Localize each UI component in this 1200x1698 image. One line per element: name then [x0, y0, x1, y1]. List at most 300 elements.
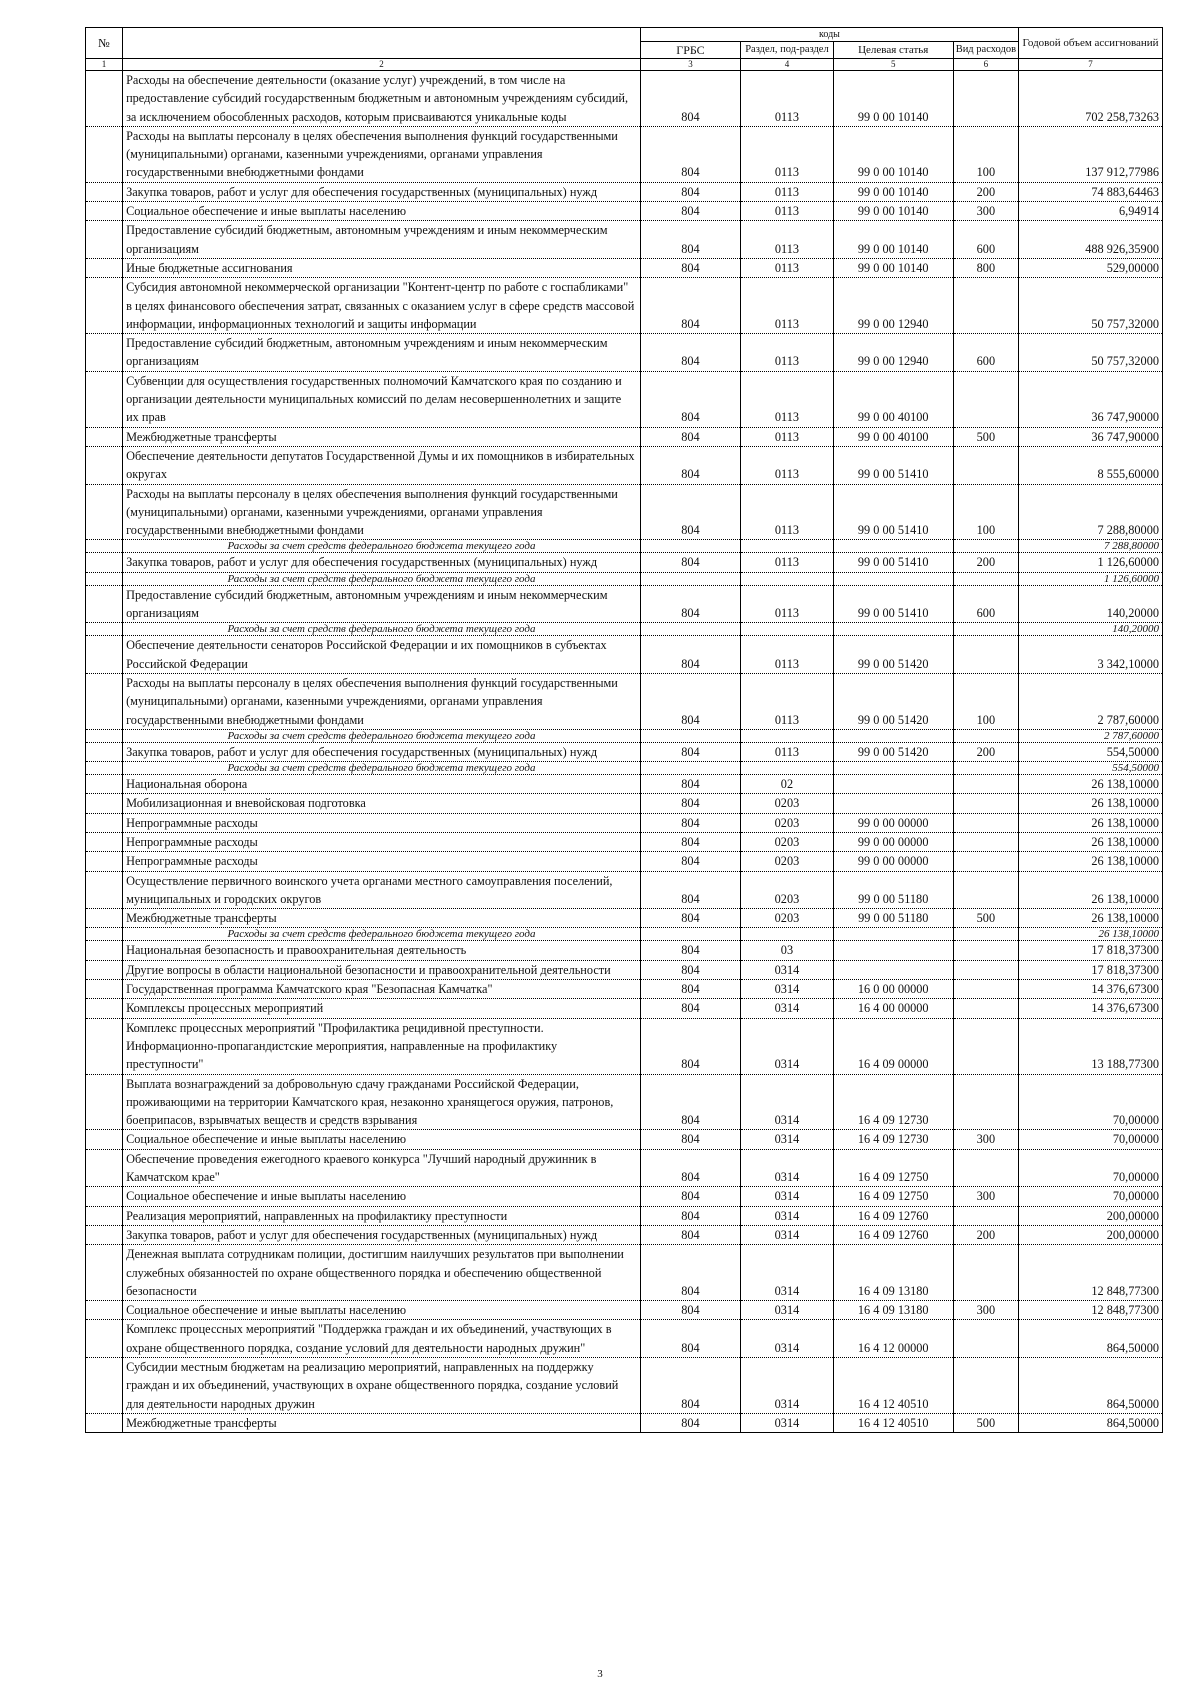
- razdel-cell: 0113: [741, 182, 834, 201]
- federal-funds-row: [86, 762, 1163, 775]
- expense-name: Непрограммные расходы: [123, 852, 641, 871]
- table-row: [86, 941, 1163, 960]
- expense-name: Расходы за счет средств федерального бюджета текущего года: [123, 623, 641, 636]
- expense-name: Закупка товаров, работ и услуг для обеспечения государственных (муниципальных) нужд: [123, 742, 641, 761]
- razdel-cell: 0203: [741, 852, 834, 871]
- target-cell: 99 0 00 00000: [833, 813, 953, 832]
- expense-type-cell: 300: [953, 1130, 1018, 1149]
- grbs-cell: 804: [640, 1187, 740, 1206]
- razdel-cell: 0314: [741, 1225, 834, 1244]
- table-row: [86, 427, 1163, 446]
- num-cell: [86, 1018, 123, 1074]
- target-cell: 99 0 00 51180: [833, 871, 953, 909]
- table-body: [86, 71, 1163, 1433]
- expense-type-cell: 300: [953, 1187, 1018, 1206]
- razdel-cell: 0314: [741, 1358, 834, 1414]
- expense-type-cell: [953, 623, 1018, 636]
- amount-cell: 137 912,77986: [1019, 126, 1163, 182]
- expense-type-cell: 600: [953, 221, 1018, 259]
- grbs-cell: [640, 729, 740, 742]
- expense-type-cell: [953, 729, 1018, 742]
- target-cell: 99 0 00 51410: [833, 446, 953, 484]
- amount-cell: 554,50000: [1019, 762, 1163, 775]
- table-row: [86, 71, 1163, 127]
- table-row: [86, 673, 1163, 729]
- table-row: [86, 980, 1163, 999]
- grbs-cell: 804: [640, 813, 740, 832]
- expense-name: Национальная оборона: [123, 775, 641, 794]
- num-cell: [86, 813, 123, 832]
- razdel-cell: 03: [741, 941, 834, 960]
- num-cell: [86, 1301, 123, 1320]
- federal-funds-row: [86, 928, 1163, 941]
- amount-cell: 50 757,32000: [1019, 334, 1163, 372]
- expense-type-cell: 100: [953, 126, 1018, 182]
- amount-cell: 26 138,10000: [1019, 928, 1163, 941]
- expense-name: Социальное обеспечение и иные выплаты населению: [123, 1187, 641, 1206]
- expense-name: Национальная безопасность и правоохранительная деятельность: [123, 941, 641, 960]
- num-cell: [86, 278, 123, 334]
- expense-name: Комплекс процессных мероприятий "Поддержка граждан и их объединений, участвующих в охране общественного порядка, создание условий для деятельности народных дружин": [123, 1320, 641, 1358]
- amount-cell: 70,00000: [1019, 1130, 1163, 1149]
- expense-type-cell: [953, 832, 1018, 851]
- grbs-cell: 804: [640, 126, 740, 182]
- target-cell: 16 4 09 12730: [833, 1074, 953, 1130]
- amount-cell: 554,50000: [1019, 742, 1163, 761]
- expense-type-cell: [953, 980, 1018, 999]
- num-cell: [86, 636, 123, 674]
- table-row: [86, 1018, 1163, 1074]
- target-cell: 16 4 09 00000: [833, 1018, 953, 1074]
- expense-name: Закупка товаров, работ и услуг для обеспечения государственных (муниципальных) нужд: [123, 553, 641, 572]
- num-cell: [86, 427, 123, 446]
- amount-cell: 12 848,77300: [1019, 1301, 1163, 1320]
- target-cell: 99 0 00 40100: [833, 427, 953, 446]
- amount-cell: 26 138,10000: [1019, 794, 1163, 813]
- expense-name: Субвенции для осуществления государственных полномочий Камчатского края по созданию и организации деятельности муниципальных комиссий по делам несовершеннолетних и защите их прав: [123, 371, 641, 427]
- colnum: 2: [123, 59, 641, 71]
- grbs-cell: 804: [640, 852, 740, 871]
- column-numbers-row: [86, 59, 1163, 71]
- target-cell: 16 4 00 00000: [833, 999, 953, 1018]
- expense-name: Обеспечение деятельности сенаторов Российской Федерации и их помощников в субъектах Российской Федерации: [123, 636, 641, 674]
- amount-cell: 2 787,60000: [1019, 729, 1163, 742]
- grbs-cell: 804: [640, 636, 740, 674]
- grbs-cell: 804: [640, 71, 740, 127]
- expense-name: Непрограммные расходы: [123, 813, 641, 832]
- target-cell: 99 0 00 40100: [833, 371, 953, 427]
- federal-funds-row: [86, 572, 1163, 585]
- target-cell: 99 0 00 51420: [833, 636, 953, 674]
- table-row: [86, 1245, 1163, 1301]
- grbs-cell: 804: [640, 1149, 740, 1187]
- razdel-cell: 0314: [741, 999, 834, 1018]
- expense-name: Предоставление субсидий бюджетным, автономным учреждениям и иным некоммерческим организациям: [123, 585, 641, 623]
- target-cell: 16 4 09 12730: [833, 1130, 953, 1149]
- target-cell: [833, 794, 953, 813]
- grbs-cell: 804: [640, 909, 740, 928]
- amount-cell: 2 787,60000: [1019, 673, 1163, 729]
- expense-type-cell: [953, 852, 1018, 871]
- amount-cell: 70,00000: [1019, 1187, 1163, 1206]
- expense-type-cell: [953, 1320, 1018, 1358]
- table-row: [86, 278, 1163, 334]
- num-cell: [86, 1187, 123, 1206]
- razdel-cell: 0314: [741, 1320, 834, 1358]
- expense-type-cell: 200: [953, 742, 1018, 761]
- razdel-cell: 0314: [741, 1149, 834, 1187]
- amount-cell: 1 126,60000: [1019, 553, 1163, 572]
- grbs-cell: 804: [640, 221, 740, 259]
- budget-table: [85, 27, 1163, 1433]
- num-cell: [86, 673, 123, 729]
- razdel-cell: 0113: [741, 71, 834, 127]
- razdel-cell: 0314: [741, 1074, 834, 1130]
- grbs-cell: [640, 540, 740, 553]
- num-cell: [86, 484, 123, 540]
- grbs-cell: 804: [640, 1245, 740, 1301]
- grbs-cell: 804: [640, 941, 740, 960]
- razdel-cell: 0113: [741, 221, 834, 259]
- target-cell: 99 0 00 51410: [833, 553, 953, 572]
- expense-type-cell: [953, 1206, 1018, 1225]
- amount-cell: 529,00000: [1019, 258, 1163, 277]
- razdel-cell: 0113: [741, 742, 834, 761]
- table-row: [86, 585, 1163, 623]
- expense-type-cell: [953, 1018, 1018, 1074]
- expense-type-cell: [953, 572, 1018, 585]
- expense-name: Расходы за счет средств федерального бюджета текущего года: [123, 928, 641, 941]
- amount-cell: 8 555,60000: [1019, 446, 1163, 484]
- amount-cell: 6,94914: [1019, 202, 1163, 221]
- grbs-cell: 804: [640, 775, 740, 794]
- table-row: [86, 182, 1163, 201]
- grbs-cell: 804: [640, 1225, 740, 1244]
- target-cell: [833, 960, 953, 979]
- expense-type-cell: [953, 960, 1018, 979]
- target-cell: 99 0 00 51420: [833, 742, 953, 761]
- expense-type-cell: [953, 1245, 1018, 1301]
- grbs-cell: 804: [640, 673, 740, 729]
- num-cell: [86, 1358, 123, 1414]
- grbs-cell: 804: [640, 427, 740, 446]
- num-cell: [86, 1413, 123, 1432]
- num-cell: [86, 832, 123, 851]
- grbs-cell: 804: [640, 182, 740, 201]
- table-row: [86, 446, 1163, 484]
- target-cell: [833, 762, 953, 775]
- grbs-cell: 804: [640, 446, 740, 484]
- table-row: [86, 775, 1163, 794]
- expense-name: Межбюджетные трансферты: [123, 909, 641, 928]
- expense-type-cell: [953, 871, 1018, 909]
- num-cell: [86, 1074, 123, 1130]
- page-number: 3: [597, 1668, 603, 1680]
- grbs-cell: 804: [640, 585, 740, 623]
- target-cell: [833, 572, 953, 585]
- table-header: [86, 28, 1163, 71]
- grbs-cell: 804: [640, 202, 740, 221]
- grbs-cell: 804: [640, 871, 740, 909]
- expense-name: Осуществление первичного воинского учета органами местного самоуправления поселений, муниципальных и городских округов: [123, 871, 641, 909]
- num-cell: [86, 1130, 123, 1149]
- razdel-cell: 0203: [741, 832, 834, 851]
- expense-type-cell: [953, 762, 1018, 775]
- grbs-cell: 804: [640, 980, 740, 999]
- table-row: [86, 742, 1163, 761]
- target-cell: 16 4 09 12750: [833, 1187, 953, 1206]
- num-cell: [86, 729, 123, 742]
- num-cell: [86, 794, 123, 813]
- amount-cell: 14 376,67300: [1019, 980, 1163, 999]
- amount-cell: 1 126,60000: [1019, 572, 1163, 585]
- amount-cell: 26 138,10000: [1019, 852, 1163, 871]
- header-codes: коды: [640, 28, 1018, 42]
- razdel-cell: 0113: [741, 673, 834, 729]
- expense-type-cell: 300: [953, 1301, 1018, 1320]
- razdel-cell: 0314: [741, 1130, 834, 1149]
- num-cell: [86, 71, 123, 127]
- amount-cell: 70,00000: [1019, 1149, 1163, 1187]
- razdel-cell: 0113: [741, 278, 834, 334]
- num-cell: [86, 1245, 123, 1301]
- colnum: 1: [86, 59, 123, 71]
- expense-name: Социальное обеспечение и иные выплаты населению: [123, 202, 641, 221]
- grbs-cell: 804: [640, 1358, 740, 1414]
- razdel-cell: 0314: [741, 960, 834, 979]
- razdel-cell: [741, 729, 834, 742]
- razdel-cell: [741, 540, 834, 553]
- num-cell: [86, 1149, 123, 1187]
- razdel-cell: 0113: [741, 202, 834, 221]
- table-row: [86, 1358, 1163, 1414]
- amount-cell: 26 138,10000: [1019, 775, 1163, 794]
- amount-cell: 36 747,90000: [1019, 427, 1163, 446]
- razdel-cell: 0314: [741, 1018, 834, 1074]
- target-cell: 16 4 09 13180: [833, 1245, 953, 1301]
- num-cell: [86, 742, 123, 761]
- expense-type-cell: 800: [953, 258, 1018, 277]
- table-row: [86, 794, 1163, 813]
- expense-type-cell: 600: [953, 585, 1018, 623]
- expense-type-cell: [953, 636, 1018, 674]
- razdel-cell: 0113: [741, 258, 834, 277]
- target-cell: 99 0 00 10140: [833, 126, 953, 182]
- expense-name: Расходы на выплаты персоналу в целях обеспечения выполнения функций государственными (муниципальными) органами, казенными учреждениями, органами управления государственными внебюджетными фондами: [123, 126, 641, 182]
- num-cell: [86, 623, 123, 636]
- target-cell: 99 0 00 12940: [833, 334, 953, 372]
- num-cell: [86, 928, 123, 941]
- expense-name: Закупка товаров, работ и услуг для обеспечения государственных (муниципальных) нужд: [123, 182, 641, 201]
- expense-name: Межбюджетные трансферты: [123, 427, 641, 446]
- table-row: [86, 852, 1163, 871]
- razdel-cell: 0203: [741, 794, 834, 813]
- expense-name: Иные бюджетные ассигнования: [123, 258, 641, 277]
- num-cell: [86, 553, 123, 572]
- expense-type-cell: [953, 371, 1018, 427]
- grbs-cell: 804: [640, 1301, 740, 1320]
- target-cell: 16 4 09 13180: [833, 1301, 953, 1320]
- expense-type-cell: [953, 446, 1018, 484]
- razdel-cell: [741, 623, 834, 636]
- table-row: [86, 1206, 1163, 1225]
- grbs-cell: 804: [640, 832, 740, 851]
- num-cell: [86, 126, 123, 182]
- grbs-cell: 804: [640, 1206, 740, 1225]
- expense-name: Расходы на выплаты персоналу в целях обеспечения выполнения функций государственными (муниципальными) органами, казенными учреждениями, органами управления государственными внебюджетными фондами: [123, 673, 641, 729]
- grbs-cell: 804: [640, 334, 740, 372]
- colnum: 5: [833, 59, 953, 71]
- target-cell: 16 4 12 40510: [833, 1358, 953, 1414]
- expense-type-cell: [953, 999, 1018, 1018]
- razdel-cell: 0314: [741, 1245, 834, 1301]
- table-row: [86, 1149, 1163, 1187]
- num-cell: [86, 221, 123, 259]
- federal-funds-row: [86, 540, 1163, 553]
- expense-name: Выплата вознаграждений за добровольную сдачу гражданами Российской Федерации, проживающими на территории Камчатского края, незаконно хранящегося оружия, патронов, боеприпасов, взрывчатых веществ и средств взрывания: [123, 1074, 641, 1130]
- razdel-cell: 0314: [741, 1187, 834, 1206]
- expense-name: Обеспечение деятельности депутатов Государственной Думы и их помощников в избирательных округах: [123, 446, 641, 484]
- grbs-cell: 804: [640, 1130, 740, 1149]
- expense-type-cell: 500: [953, 427, 1018, 446]
- grbs-cell: [640, 928, 740, 941]
- amount-cell: 3 342,10000: [1019, 636, 1163, 674]
- grbs-cell: 804: [640, 999, 740, 1018]
- expense-type-cell: 500: [953, 1413, 1018, 1432]
- table-row: [86, 484, 1163, 540]
- colnum: 7: [1019, 59, 1163, 71]
- expense-name: Предоставление субсидий бюджетным, автономным учреждениям и иным некоммерческим организациям: [123, 334, 641, 372]
- num-cell: [86, 446, 123, 484]
- target-cell: 99 0 00 10140: [833, 258, 953, 277]
- expense-type-cell: 200: [953, 1225, 1018, 1244]
- target-cell: 99 0 00 10140: [833, 182, 953, 201]
- table-row: [86, 126, 1163, 182]
- target-cell: 99 0 00 10140: [833, 221, 953, 259]
- expense-name: Субсидия автономной некоммерческой организации "Контент-центр по работе с госпабликами" в целях финансового обеспечения затрат, связанных с оказанием услуг в сфере средств массовой информации, информационных технологий и защиты информации: [123, 278, 641, 334]
- header-num: №: [86, 28, 123, 59]
- header-expense-type: Вид расходов: [953, 42, 1018, 59]
- table-row: [86, 999, 1163, 1018]
- grbs-cell: 804: [640, 794, 740, 813]
- amount-cell: 864,50000: [1019, 1413, 1163, 1432]
- header-amount: Годовой объем ассигнований: [1019, 28, 1163, 59]
- grbs-cell: [640, 572, 740, 585]
- razdel-cell: [741, 762, 834, 775]
- expense-name: Другие вопросы в области национальной безопасности и правоохранительной деятельности: [123, 960, 641, 979]
- target-cell: [833, 623, 953, 636]
- expense-name: Социальное обеспечение и иные выплаты населению: [123, 1130, 641, 1149]
- target-cell: 16 4 12 00000: [833, 1320, 953, 1358]
- table-row: [86, 1301, 1163, 1320]
- grbs-cell: 804: [640, 1413, 740, 1432]
- amount-cell: 26 138,10000: [1019, 871, 1163, 909]
- razdel-cell: 0113: [741, 585, 834, 623]
- target-cell: [833, 540, 953, 553]
- num-cell: [86, 258, 123, 277]
- amount-cell: 26 138,10000: [1019, 813, 1163, 832]
- expense-type-cell: [953, 775, 1018, 794]
- expense-type-cell: [953, 278, 1018, 334]
- header-target: Целевая статья: [833, 42, 953, 59]
- expense-type-cell: [953, 1149, 1018, 1187]
- expense-type-cell: [953, 794, 1018, 813]
- razdel-cell: 0314: [741, 1206, 834, 1225]
- target-cell: 16 4 09 12760: [833, 1206, 953, 1225]
- expense-type-cell: 500: [953, 909, 1018, 928]
- grbs-cell: 804: [640, 1018, 740, 1074]
- target-cell: 99 0 00 51420: [833, 673, 953, 729]
- target-cell: 16 4 12 40510: [833, 1413, 953, 1432]
- expense-type-cell: 600: [953, 334, 1018, 372]
- expense-name: Государственная программа Камчатского края "Безопасная Камчатка": [123, 980, 641, 999]
- expense-name: Комплексы процессных мероприятий: [123, 999, 641, 1018]
- table-row: [86, 1187, 1163, 1206]
- razdel-cell: 0314: [741, 1301, 834, 1320]
- header-grbs: ГРБС: [640, 42, 740, 59]
- expense-name: Предоставление субсидий бюджетным, автономным учреждениям и иным некоммерческим организациям: [123, 221, 641, 259]
- table-row: [86, 202, 1163, 221]
- amount-cell: 140,20000: [1019, 585, 1163, 623]
- table-row: [86, 221, 1163, 259]
- target-cell: 16 4 09 12750: [833, 1149, 953, 1187]
- num-cell: [86, 572, 123, 585]
- table-row: [86, 1130, 1163, 1149]
- target-cell: 99 0 00 00000: [833, 852, 953, 871]
- federal-funds-row: [86, 623, 1163, 636]
- razdel-cell: 0113: [741, 427, 834, 446]
- amount-cell: 36 747,90000: [1019, 371, 1163, 427]
- amount-cell: 7 288,80000: [1019, 484, 1163, 540]
- num-cell: [86, 585, 123, 623]
- grbs-cell: 804: [640, 960, 740, 979]
- razdel-cell: 0113: [741, 636, 834, 674]
- table-row: [86, 1225, 1163, 1244]
- num-cell: [86, 852, 123, 871]
- table-row: [86, 832, 1163, 851]
- table-row: [86, 1074, 1163, 1130]
- target-cell: 99 0 00 10140: [833, 202, 953, 221]
- razdel-cell: 02: [741, 775, 834, 794]
- amount-cell: 864,50000: [1019, 1320, 1163, 1358]
- grbs-cell: 804: [640, 484, 740, 540]
- num-cell: [86, 334, 123, 372]
- table-row: [86, 553, 1163, 572]
- razdel-cell: [741, 928, 834, 941]
- expense-name: Субсидии местным бюджетам на реализацию мероприятий, направленных на поддержку граждан и их объединений, участвующих в охране общественного порядка, создание условий для деятельности народных дружин: [123, 1358, 641, 1414]
- razdel-cell: 0203: [741, 813, 834, 832]
- expense-type-cell: 200: [953, 182, 1018, 201]
- expense-type-cell: 300: [953, 202, 1018, 221]
- razdel-cell: 0203: [741, 871, 834, 909]
- expense-name: Расходы на выплаты персоналу в целях обеспечения выполнения функций государственными (муниципальными) органами, казенными учреждениями, органами управления государственными внебюджетными фондами: [123, 484, 641, 540]
- num-cell: [86, 775, 123, 794]
- target-cell: 99 0 00 51410: [833, 484, 953, 540]
- expense-type-cell: 100: [953, 673, 1018, 729]
- expense-type-cell: [953, 1074, 1018, 1130]
- table-row: [86, 813, 1163, 832]
- razdel-cell: 0314: [741, 1413, 834, 1432]
- razdel-cell: 0113: [741, 446, 834, 484]
- target-cell: 99 0 00 00000: [833, 832, 953, 851]
- expense-name: Социальное обеспечение и иные выплаты населению: [123, 1301, 641, 1320]
- target-cell: [833, 928, 953, 941]
- amount-cell: 140,20000: [1019, 623, 1163, 636]
- razdel-cell: 0113: [741, 334, 834, 372]
- table-row: [86, 334, 1163, 372]
- num-cell: [86, 1225, 123, 1244]
- target-cell: 99 0 00 12940: [833, 278, 953, 334]
